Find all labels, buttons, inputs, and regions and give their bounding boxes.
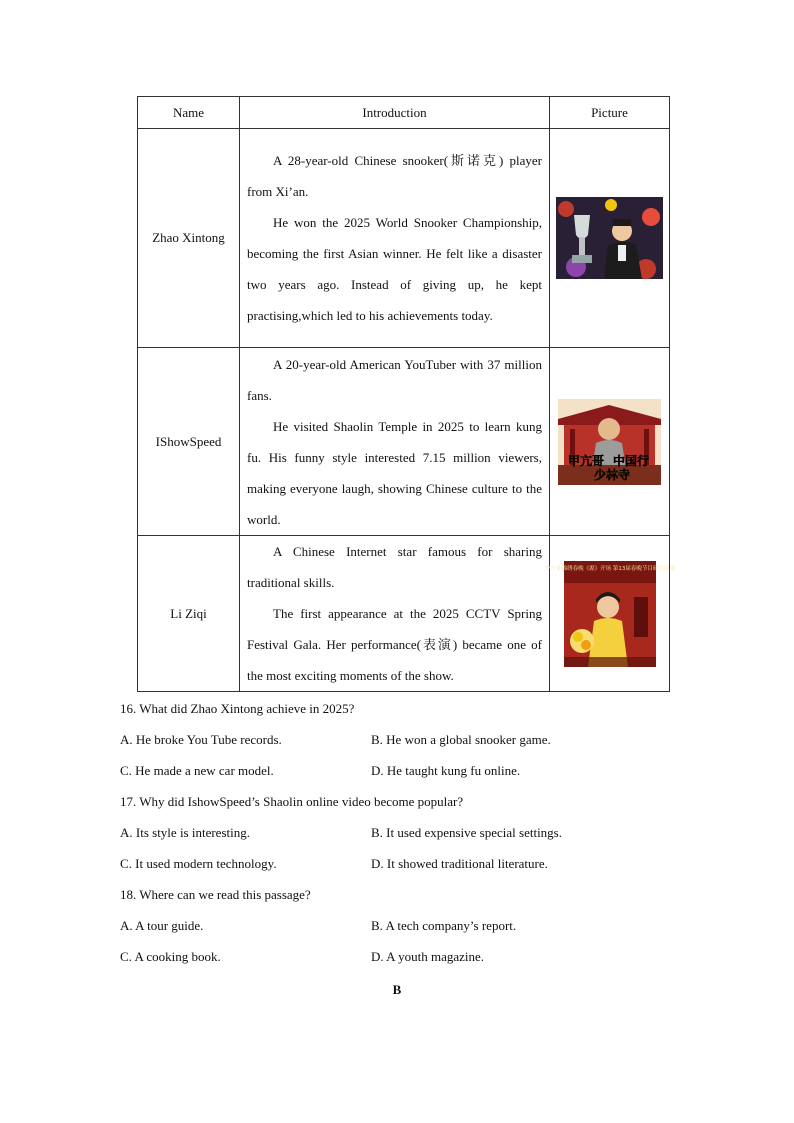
answer-option[interactable]: B. He won a global snooker game. <box>371 732 551 747</box>
header-name: Name <box>138 97 240 129</box>
answer-option[interactable]: D. He taught kung fu online. <box>371 763 521 778</box>
answer-option[interactable]: B. It used expensive special settings. <box>371 825 562 840</box>
picture-cell <box>550 348 670 536</box>
intro-cell <box>240 348 550 536</box>
spring-gala-photo-art <box>544 561 675 667</box>
table-row <box>138 129 670 348</box>
answer-option[interactable]: B. A tech company’s report. <box>371 918 517 933</box>
answer-option[interactable]: A. He broke You Tube records. <box>120 732 282 747</box>
answer-option[interactable]: D. It showed traditional literature. <box>371 856 548 871</box>
snooker-champion-photo-art <box>556 197 663 279</box>
table-row <box>138 348 670 536</box>
intro-paragraph: A Chinese Internet star famous for sharing traditional skills. <box>247 544 542 590</box>
intro-paragraph: He won the 2025 World Snooker Championship, becoming the first Asian winner. He felt like a disaster two years ago. Instead of giving up, he kept practising,which led to his achievements today. <box>247 215 542 323</box>
spring-gala-photo <box>544 561 675 667</box>
answer-option[interactable]: C. It used modern technology. <box>120 856 277 871</box>
table-row <box>138 536 670 692</box>
answer-option[interactable]: A. Its style is interesting. <box>120 825 250 840</box>
person-name: Zhao Xintong <box>138 129 240 348</box>
answer-option[interactable]: D. A youth magazine. <box>371 949 485 964</box>
shaolin-temple-photo-art <box>558 399 661 485</box>
intro-cell <box>240 536 550 692</box>
question-stem: 18. Where can we read this passage? <box>120 887 311 902</box>
table-header-row <box>138 97 670 129</box>
shaolin-caption-2: 少林寺 <box>594 467 631 482</box>
snooker-champion-photo <box>556 197 663 279</box>
info-table <box>137 96 675 692</box>
answer-option[interactable]: C. A cooking book. <box>120 949 221 964</box>
picture-cell <box>550 129 670 348</box>
section-label: B <box>392 982 402 997</box>
intro-paragraph: A 28-year-old Chinese snooker(斯诺克) player from Xi’an. <box>247 153 542 199</box>
person-name: Li Ziqi <box>138 536 240 692</box>
question-stem: 16. What did Zhao Xintong achieve in 2025? <box>120 701 355 716</box>
question-stem: 17. Why did IshowSpeed’s Shaolin online video become popular? <box>120 794 464 809</box>
person-name: IShowSpeed <box>138 348 240 536</box>
intro-paragraph: The first appearance at the 2025 CCTV Spring Festival Gala. Her performance(表演) became one of the most exciting moments of the show. <box>247 606 542 683</box>
answer-option[interactable]: A. A tour guide. <box>120 918 204 933</box>
shaolin-caption-1b: 中国行 <box>613 453 650 468</box>
picture-cell <box>544 536 675 692</box>
shaolin-caption-1: 甲亢哥 <box>568 453 605 468</box>
intro-paragraph: He visited Shaolin Temple in 2025 to learn kung fu. His funny style interested 7.15 million viewers, making everyone laugh, showing Chinese culture to the world. <box>247 418 542 527</box>
header-picture: Picture <box>550 97 670 129</box>
answer-option[interactable]: C. He made a new car model. <box>120 763 274 778</box>
intro-cell <box>240 129 550 348</box>
header-introduction: Introduction <box>240 97 550 129</box>
gala-caption: 李子柒锦绣春晚《源》开场 第13届春晚节目研究成果 <box>544 565 675 572</box>
intro-paragraph: A 20-year-old American YouTuber with 37 million fans. <box>247 356 542 403</box>
shaolin-temple-photo <box>558 399 661 485</box>
